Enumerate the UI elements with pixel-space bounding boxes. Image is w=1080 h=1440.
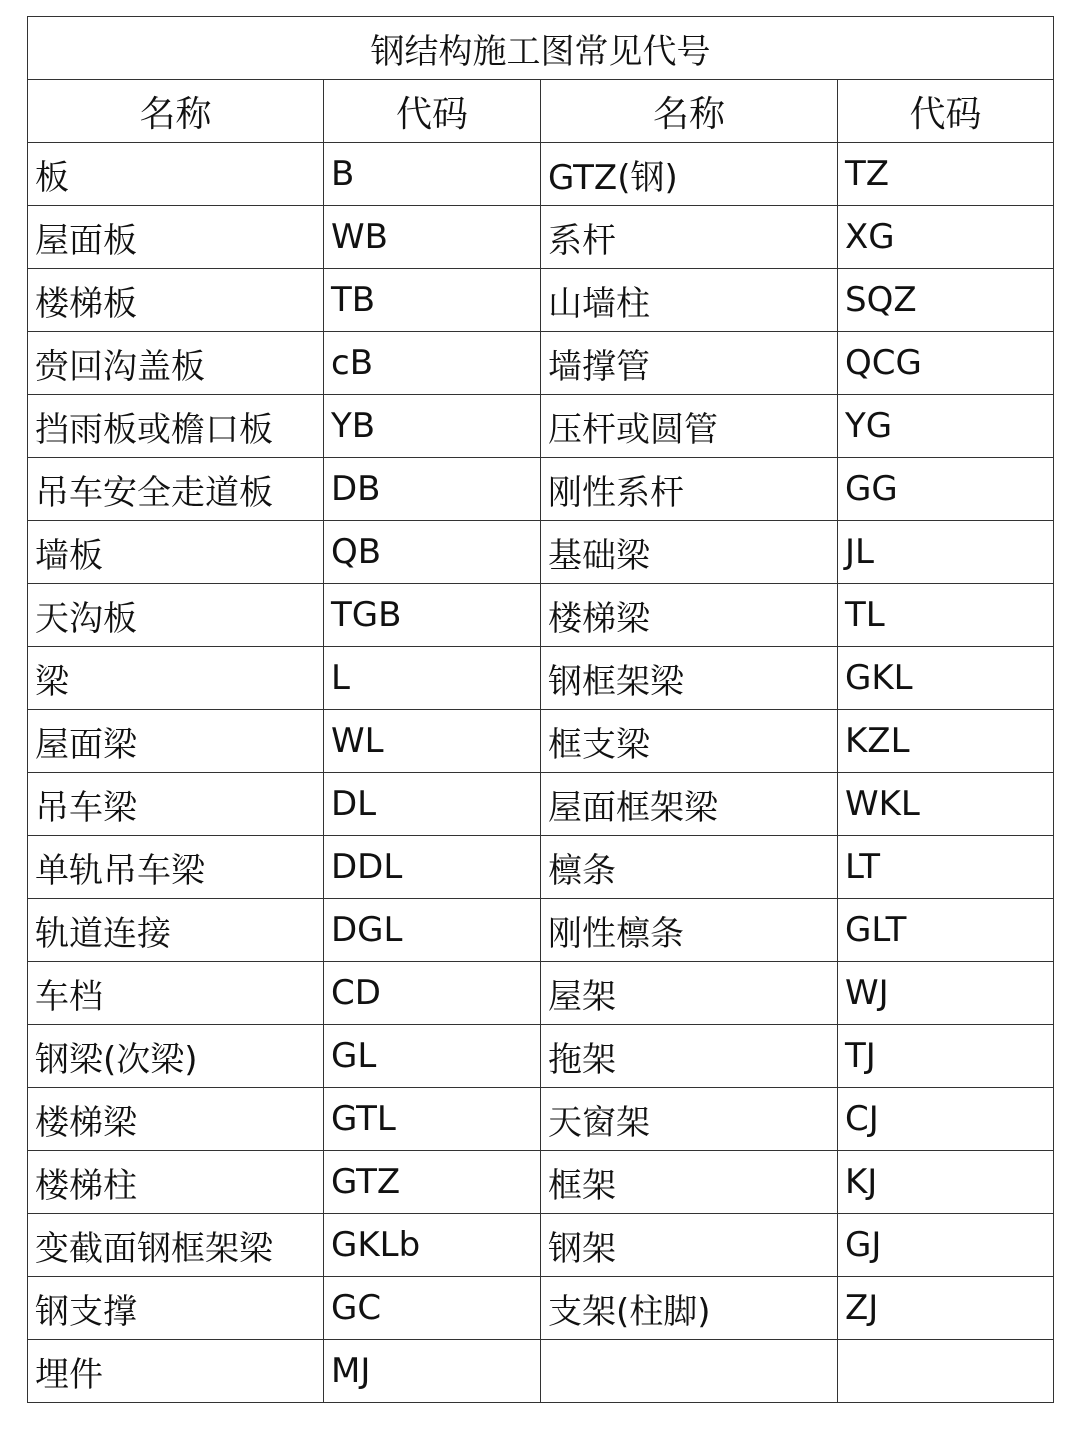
name-cell-left: 墙板	[28, 521, 324, 584]
name-cell-right: 墙撑管	[541, 332, 838, 395]
code-cell-left: GTZ	[324, 1151, 541, 1214]
table-row	[28, 269, 1054, 332]
table-title: 钢结构施工图常见代号	[28, 17, 1054, 80]
code-cell-right: WKL	[838, 773, 1054, 836]
table-row	[28, 1277, 1054, 1340]
name-cell-left: 挡雨板或檐口板	[28, 395, 324, 458]
code-cell-right: GJ	[838, 1214, 1054, 1277]
name-cell-left: 变截面钢框架梁	[28, 1214, 324, 1277]
name-cell-left: 板	[28, 143, 324, 206]
name-cell-right: 压杆或圆管	[541, 395, 838, 458]
name-cell-left: 天沟板	[28, 584, 324, 647]
code-cell-right: CJ	[838, 1088, 1054, 1151]
name-cell-left: 钢梁(次梁)	[28, 1025, 324, 1088]
name-cell-left: 单轨吊车梁	[28, 836, 324, 899]
code-cell-right: LT	[838, 836, 1054, 899]
name-cell-left: 楼梯梁	[28, 1088, 324, 1151]
name-cell-right: 檩条	[541, 836, 838, 899]
code-cell-left: MJ	[324, 1340, 541, 1403]
code-cell-right	[838, 1340, 1054, 1403]
code-cell-right: QCG	[838, 332, 1054, 395]
table-row	[28, 1025, 1054, 1088]
code-cell-left: GTL	[324, 1088, 541, 1151]
code-cell-right: JL	[838, 521, 1054, 584]
code-cell-left: DB	[324, 458, 541, 521]
title-row	[28, 17, 1054, 80]
code-cell-right: GLT	[838, 899, 1054, 962]
name-cell-left: 轨道连接	[28, 899, 324, 962]
code-cell-right: KJ	[838, 1151, 1054, 1214]
table-row	[28, 710, 1054, 773]
name-cell-right: 拖架	[541, 1025, 838, 1088]
name-cell-right: 框支梁	[541, 710, 838, 773]
code-cell-left: YB	[324, 395, 541, 458]
table-row	[28, 458, 1054, 521]
name-cell-left: 屋面梁	[28, 710, 324, 773]
code-cell-left: TB	[324, 269, 541, 332]
header-name-1: 名称	[28, 80, 324, 143]
code-cell-left: DDL	[324, 836, 541, 899]
code-cell-left: WB	[324, 206, 541, 269]
code-cell-left: GC	[324, 1277, 541, 1340]
code-cell-right: WJ	[838, 962, 1054, 1025]
name-cell-right: 系杆	[541, 206, 838, 269]
code-cell-left: WL	[324, 710, 541, 773]
code-cell-left: B	[324, 143, 541, 206]
name-cell-right: 刚性檩条	[541, 899, 838, 962]
name-cell-right: 钢架	[541, 1214, 838, 1277]
name-cell-left: 吊车安全走道板	[28, 458, 324, 521]
table-row	[28, 1088, 1054, 1151]
name-cell-left: 钢支撑	[28, 1277, 324, 1340]
code-cell-right: TL	[838, 584, 1054, 647]
table-row	[28, 521, 1054, 584]
code-cell-left: DL	[324, 773, 541, 836]
name-cell-right: GTZ(钢)	[541, 143, 838, 206]
table-row	[28, 1151, 1054, 1214]
code-cell-right: SQZ	[838, 269, 1054, 332]
code-cell-left: CD	[324, 962, 541, 1025]
table-row	[28, 206, 1054, 269]
header-row	[28, 80, 1054, 143]
steel-structure-code-table	[27, 16, 1054, 1403]
name-cell-left: 吊车梁	[28, 773, 324, 836]
name-cell-right: 钢框架梁	[541, 647, 838, 710]
table-body	[28, 143, 1054, 1403]
name-cell-right: 支架(柱脚)	[541, 1277, 838, 1340]
code-cell-left: TGB	[324, 584, 541, 647]
code-cell-right: TZ	[838, 143, 1054, 206]
name-cell-left: 埋件	[28, 1340, 324, 1403]
code-cell-left: DGL	[324, 899, 541, 962]
name-cell-right: 天窗架	[541, 1088, 838, 1151]
name-cell-right	[541, 1340, 838, 1403]
table-row	[28, 773, 1054, 836]
code-cell-left: GL	[324, 1025, 541, 1088]
name-cell-left: 赍回沟盖板	[28, 332, 324, 395]
header-code-2: 代码	[838, 80, 1054, 143]
code-cell-left: L	[324, 647, 541, 710]
code-cell-right: ZJ	[838, 1277, 1054, 1340]
table-row	[28, 395, 1054, 458]
code-cell-right: YG	[838, 395, 1054, 458]
code-cell-right: GKL	[838, 647, 1054, 710]
name-cell-right: 屋架	[541, 962, 838, 1025]
code-cell-right: KZL	[838, 710, 1054, 773]
code-cell-right: TJ	[838, 1025, 1054, 1088]
table-row	[28, 1214, 1054, 1277]
code-cell-left: QB	[324, 521, 541, 584]
header-code-1: 代码	[324, 80, 541, 143]
name-cell-right: 基础梁	[541, 521, 838, 584]
name-cell-left: 屋面板	[28, 206, 324, 269]
code-cell-right: GG	[838, 458, 1054, 521]
code-cell-left: GKLb	[324, 1214, 541, 1277]
code-cell-right: XG	[838, 206, 1054, 269]
name-cell-left: 车档	[28, 962, 324, 1025]
name-cell-left: 楼梯柱	[28, 1151, 324, 1214]
code-cell-left: cB	[324, 332, 541, 395]
name-cell-right: 山墙柱	[541, 269, 838, 332]
table-row	[28, 584, 1054, 647]
table-row	[28, 1340, 1054, 1403]
name-cell-left: 梁	[28, 647, 324, 710]
name-cell-right: 楼梯梁	[541, 584, 838, 647]
name-cell-right: 刚性系杆	[541, 458, 838, 521]
table-row	[28, 899, 1054, 962]
table-row	[28, 143, 1054, 206]
table-row	[28, 962, 1054, 1025]
header-name-2: 名称	[541, 80, 838, 143]
name-cell-left: 楼梯板	[28, 269, 324, 332]
table-row	[28, 836, 1054, 899]
table-row	[28, 647, 1054, 710]
name-cell-right: 屋面框架梁	[541, 773, 838, 836]
table-row	[28, 332, 1054, 395]
name-cell-right: 框架	[541, 1151, 838, 1214]
